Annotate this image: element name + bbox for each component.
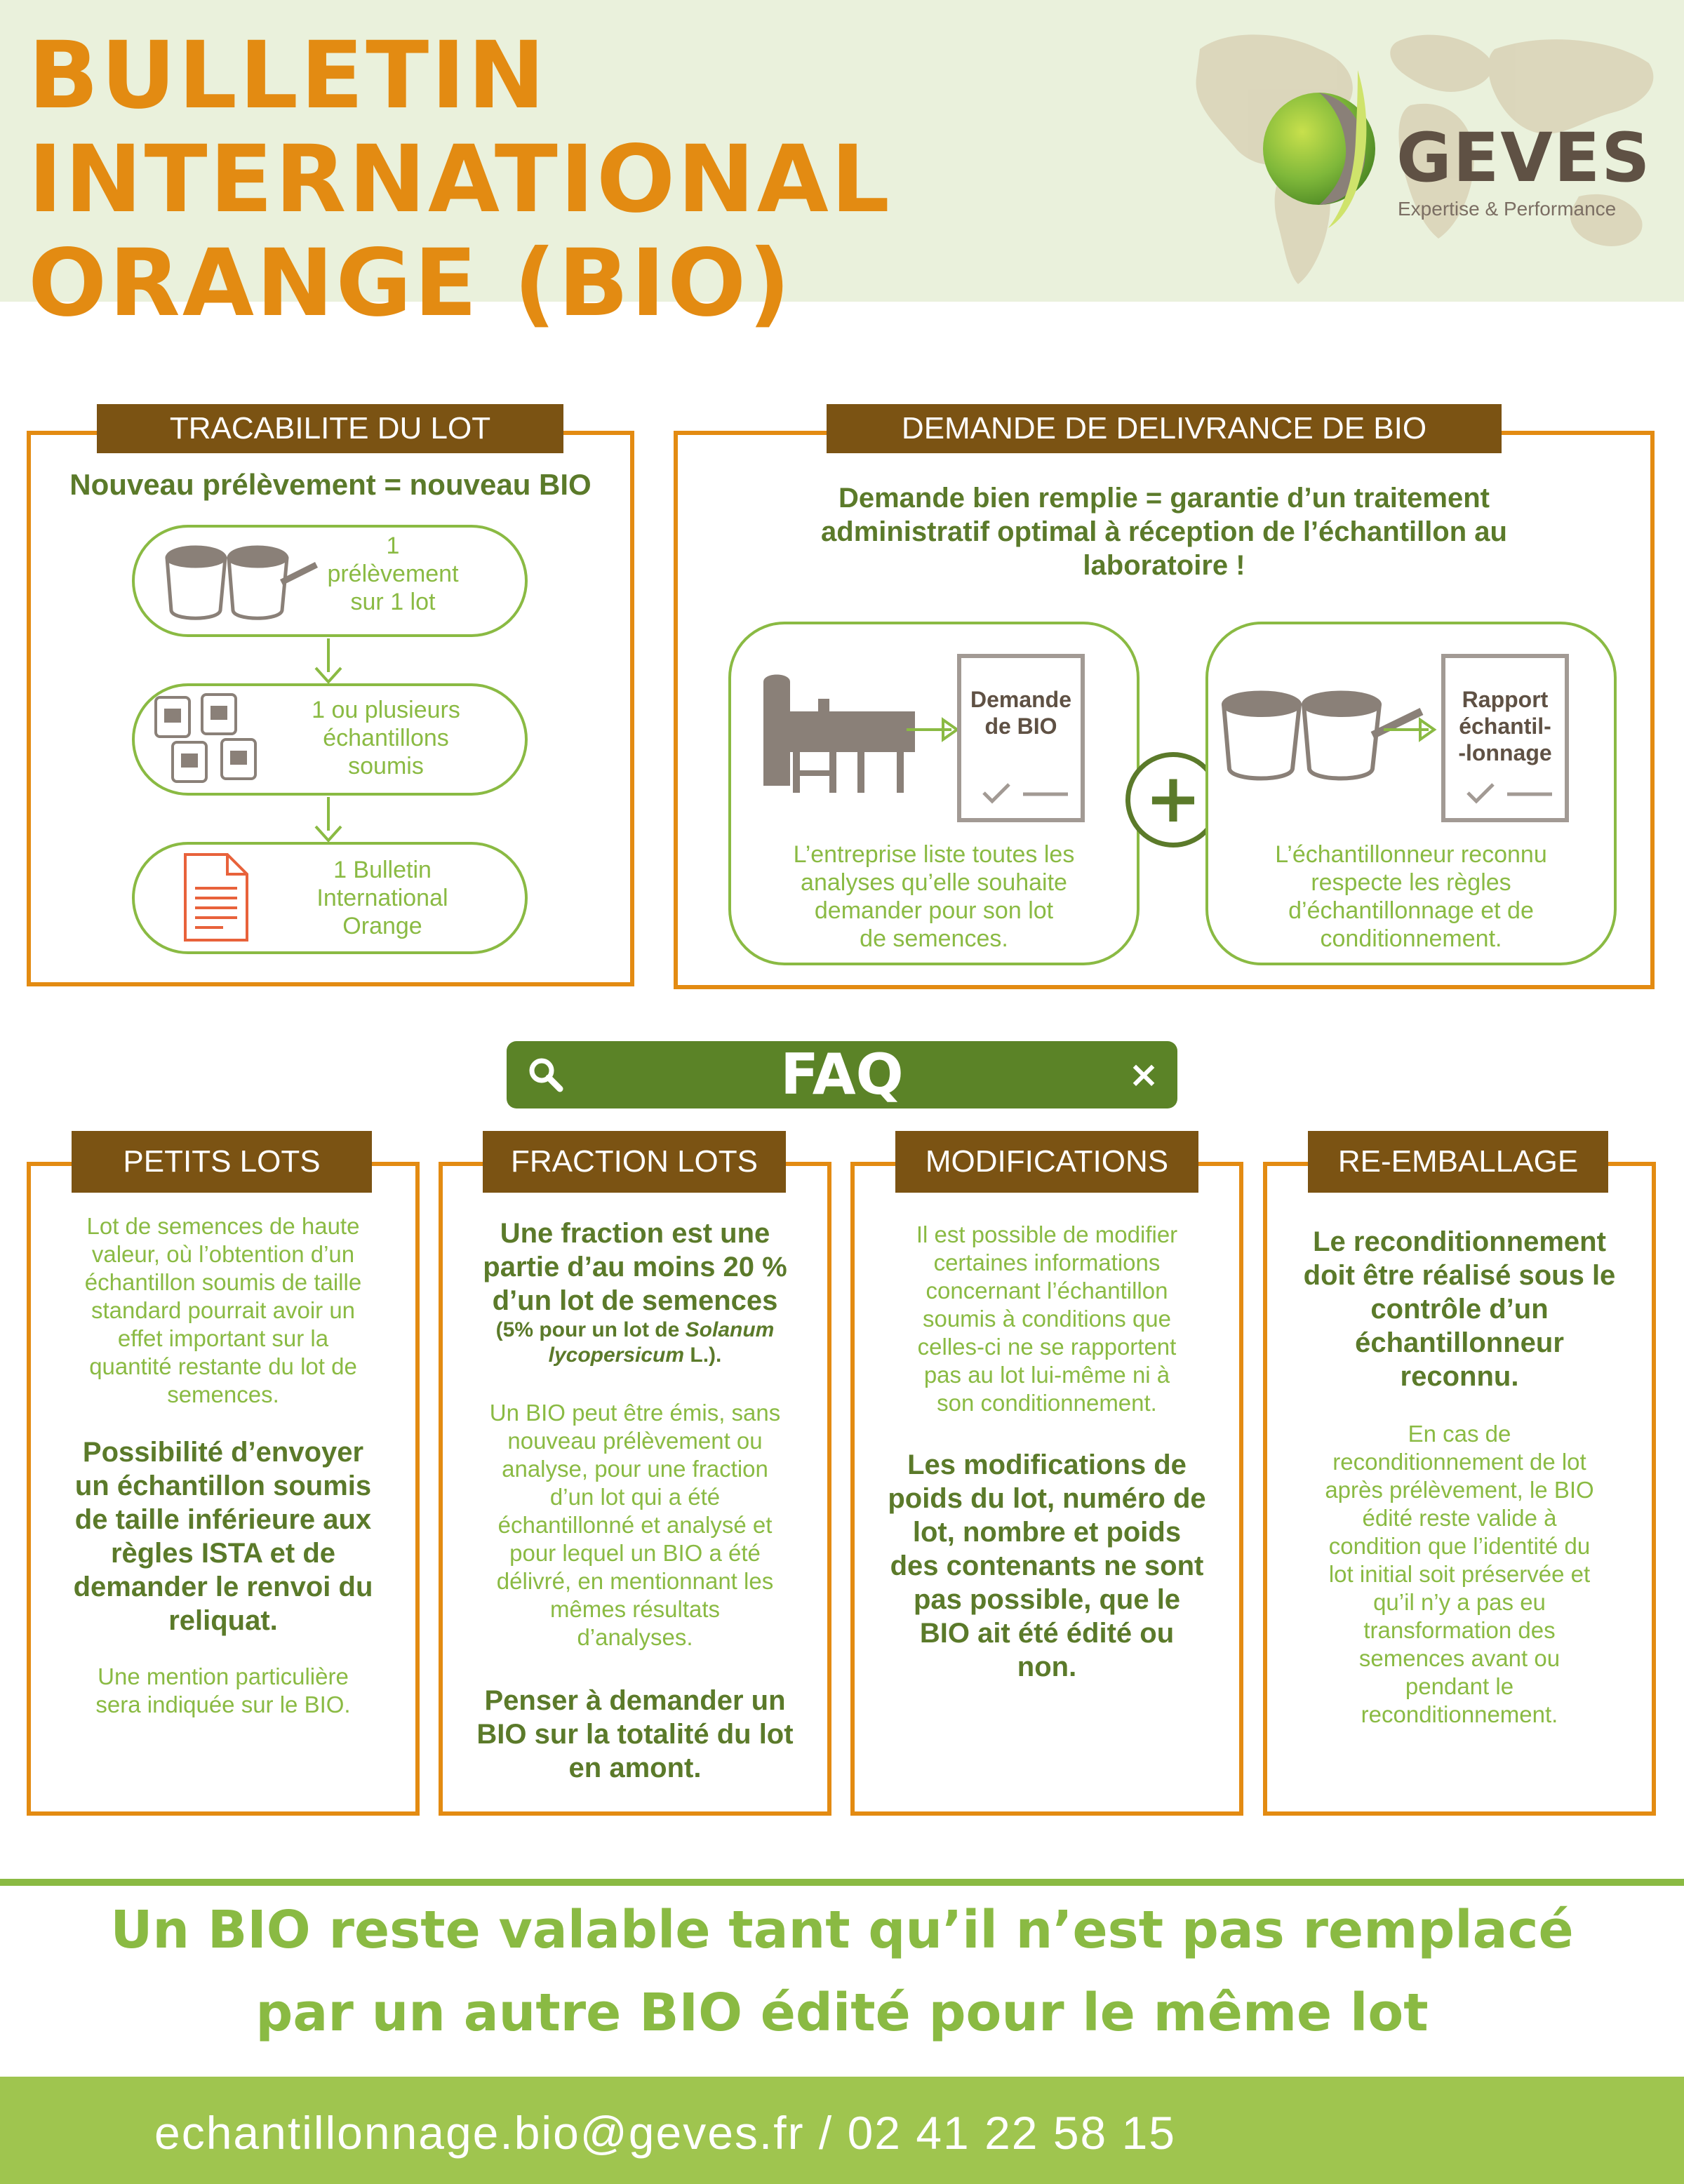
sampling-report-desc-line: L’échantillonneur reconnu — [1275, 841, 1547, 868]
text-line: BIO ait été édité ou — [919, 1618, 1175, 1649]
request-form-desc-line: demander pour son lot — [814, 897, 1054, 924]
text-line: semences avant ou — [1358, 1645, 1561, 1671]
request-form-desc-line: de semences. — [860, 925, 1008, 952]
text-line: règles ISTA et de — [110, 1538, 336, 1569]
tracabilite-tab: TRACABILITE DU LOT — [97, 404, 563, 453]
text-line: concernant l’échantillon — [925, 1278, 1168, 1304]
step-samples-line: 1 ou plusieurs — [312, 697, 460, 723]
step-sampling-line: 1 — [386, 532, 400, 559]
faq-label: FAQ — [780, 1042, 904, 1107]
text-line: certaines informations — [933, 1250, 1161, 1275]
text-line: lot, nombre et poids — [912, 1517, 1182, 1548]
tracabilite-headline: Nouveau prélèvement = nouveau BIO — [69, 468, 592, 501]
text-line: non. — [1017, 1652, 1077, 1682]
text-line: partie d’au moins 20 % — [483, 1252, 787, 1282]
fraction-lots-content — [447, 1217, 823, 1785]
text-line: qu’il n’y a pas eu — [1373, 1589, 1546, 1615]
demande-headline — [681, 481, 1648, 582]
request-form-title-line: de BIO — [984, 714, 1057, 739]
text-line: échantillon soumis de taille — [84, 1269, 362, 1295]
sampling-report-title — [1445, 686, 1565, 766]
validity-message-line: Un BIO reste valable tant qu’il n’est pas remplacé — [110, 1900, 1574, 1960]
logo-tagline: Expertise & Performance — [1398, 198, 1617, 220]
text-line: analyse, pour une fraction — [502, 1456, 768, 1482]
demande-headline-line: laboratoire ! — [1083, 550, 1245, 581]
text-line: celles-ci ne se rapportent — [917, 1334, 1177, 1360]
factory-icon — [759, 672, 921, 797]
text-line: soumis à conditions que — [922, 1306, 1172, 1332]
text-line: mêmes résultats — [549, 1596, 721, 1622]
text-line: demander le renvoi du — [73, 1572, 373, 1602]
demande-headline-line: Demande bien remplie = garantie d’un traitement — [838, 483, 1490, 514]
text-line: délivré, en mentionnant les — [496, 1568, 774, 1594]
text-line: des contenants ne sont — [890, 1550, 1204, 1581]
request-form-title-line: Demande — [970, 687, 1072, 712]
plus-icon: + — [1144, 759, 1202, 838]
text-line: Il est possible de modifier — [916, 1221, 1178, 1247]
text-line: standard pourrait avoir un — [91, 1297, 356, 1323]
re-emballage-content — [1271, 1225, 1648, 1729]
text-line: reconnu. — [1400, 1361, 1519, 1392]
demande-headline-line: administratif optimal à réception de l’échantillon au — [821, 516, 1507, 547]
text-line: d’un lot de semences — [492, 1285, 778, 1316]
step-samples-text — [274, 696, 498, 780]
text-line: son conditionnement. — [937, 1390, 1157, 1416]
text-line: échantillonneur — [1355, 1327, 1564, 1358]
petits-lots-note — [35, 1663, 411, 1719]
re-emballage-details — [1271, 1420, 1648, 1729]
sampling-report-desc — [1219, 840, 1603, 953]
close-icon[interactable]: × — [1128, 1054, 1159, 1096]
fraction-lots-advice — [447, 1684, 823, 1785]
request-form-document — [957, 654, 1085, 822]
text-line: Les modifications de — [907, 1449, 1187, 1480]
note-prefix: (5% pour un lot de — [495, 1318, 686, 1341]
text-line: d’analyses. — [577, 1624, 693, 1650]
sampling-report-desc-line: conditionnement. — [1320, 925, 1502, 952]
text-line: poids du lot, numéro de — [888, 1483, 1206, 1514]
text-line: valeur, où l’obtention d’un — [91, 1241, 355, 1267]
sampling-report-desc-line: respecte les règles — [1311, 869, 1511, 896]
text-line: effet important sur la — [117, 1325, 329, 1351]
request-form-desc-line: L’entreprise liste toutes les — [793, 841, 1075, 868]
text-line: semences. — [167, 1381, 279, 1407]
text-line: d’un lot qui a été — [549, 1484, 721, 1510]
checkmark-icon — [981, 779, 1072, 807]
fraction-lots-explanation — [447, 1399, 823, 1652]
text-line: transformation des — [1363, 1617, 1556, 1643]
note-suffix: L.). — [684, 1344, 722, 1367]
text-line: sera indiquée sur le BIO. — [95, 1691, 351, 1717]
arrow-right-icon — [1382, 716, 1440, 744]
title-line-1: BULLETIN — [28, 22, 547, 130]
petits-lots-highlight — [35, 1435, 411, 1637]
text-line: de taille inférieure aux — [74, 1504, 372, 1535]
request-form-desc — [742, 840, 1125, 953]
text-line: Une fraction est une — [500, 1218, 770, 1249]
page-title — [28, 24, 892, 335]
logo-wordmark: GEVES — [1396, 119, 1652, 197]
logo-sphere-icon — [1252, 63, 1400, 232]
text-line: après prélèvement, le BIO — [1325, 1477, 1594, 1503]
sampling-report-desc-line: d’échantillonnage et de — [1288, 897, 1534, 924]
fraction-lots-species-note — [447, 1318, 823, 1368]
species-genus: Solanum — [685, 1318, 775, 1341]
petits-lots-tab: PETITS LOTS — [72, 1131, 372, 1193]
text-line: contrôle d’un — [1370, 1294, 1549, 1325]
fraction-lots-definition — [447, 1217, 823, 1318]
text-line: Penser à demander un — [484, 1685, 786, 1716]
validity-message-line: par un autre BIO édité pour le même lot — [255, 1983, 1429, 2043]
step-bulletin-line: International — [316, 885, 448, 911]
modifications-intro — [859, 1221, 1235, 1417]
text-line: édité reste valide à — [1362, 1505, 1557, 1531]
text-line: Possibilité d’envoyer — [82, 1437, 364, 1468]
petits-lots-intro — [35, 1212, 411, 1409]
document-icon — [181, 852, 251, 943]
request-form-title — [961, 686, 1081, 739]
text-line: un échantillon soumis — [74, 1470, 372, 1501]
step-bulletin-line: 1 Bulletin — [333, 857, 432, 883]
sampling-report-title-line: -lonnage — [1458, 740, 1552, 765]
text-line: reconditionnement. — [1361, 1701, 1558, 1727]
petits-lots-content — [35, 1212, 411, 1719]
step-bulletin-line: Orange — [342, 913, 422, 939]
text-line: reliquat. — [168, 1605, 278, 1636]
contact-info[interactable]: echantillonnage.bio@geves.fr / 02 41 22 58 15 — [154, 2107, 1176, 2159]
text-line: en amont. — [568, 1753, 702, 1783]
divider-rule — [0, 1879, 1684, 1886]
sampling-report-document — [1441, 654, 1569, 822]
modifications-restrictions — [859, 1448, 1235, 1684]
text-line: pour lequel un BIO a été — [509, 1540, 761, 1566]
step-samples-line: échantillons — [323, 725, 449, 751]
text-line: Un BIO peut être émis, sans — [489, 1400, 781, 1426]
text-line: échantillonné et analysé et — [497, 1512, 773, 1538]
step-sampling-line: sur 1 lot — [350, 589, 436, 615]
text-line: quantité restante du lot de — [89, 1353, 357, 1379]
geves-logo — [1252, 63, 1659, 232]
validity-message — [0, 1889, 1684, 2054]
text-line: pendant le — [1405, 1673, 1514, 1699]
faq-search-bar[interactable] — [507, 1041, 1177, 1108]
text-line: doit être réalisé sous le — [1303, 1260, 1616, 1291]
text-line: lot initial soit préservée et — [1328, 1561, 1591, 1587]
text-line: Lot de semences de haute — [86, 1213, 360, 1239]
fraction-lots-tab: FRACTION LOTS — [483, 1131, 786, 1193]
arrow-right-icon — [905, 716, 963, 744]
sample-packets-icon — [152, 692, 264, 787]
text-line: En cas de — [1408, 1421, 1511, 1447]
text-line: Le reconditionnement — [1313, 1226, 1606, 1257]
text-line: Une mention particulière — [98, 1663, 349, 1689]
step-bulletin-text — [274, 856, 491, 940]
seed-bags-icon — [159, 533, 320, 624]
modifications-tab: MODIFICATIONS — [895, 1131, 1198, 1193]
text-line: nouveau prélèvement ou — [507, 1428, 763, 1454]
sampling-report-title-line: échantil- — [1459, 714, 1551, 739]
step-samples-line: soumis — [348, 753, 424, 779]
sampling-report-title-line: Rapport — [1462, 687, 1549, 712]
title-line-2: INTERNATIONAL — [28, 126, 892, 234]
checkmark-icon — [1465, 779, 1556, 807]
text-line: condition que l’identité du — [1328, 1533, 1591, 1559]
step-sampling-text — [323, 532, 463, 616]
demande-tab: DEMANDE DE DELIVRANCE DE BIO — [827, 404, 1502, 453]
modifications-content — [859, 1221, 1235, 1684]
request-form-desc-line: analyses qu’elle souhaite — [801, 869, 1067, 896]
step-sampling-line: prélèvement — [327, 561, 459, 587]
re-emballage-rule — [1271, 1225, 1648, 1393]
re-emballage-tab: RE-EMBALLAGE — [1308, 1131, 1608, 1193]
text-line: reconditionnement de lot — [1332, 1449, 1586, 1475]
title-line-3: ORANGE (BIO) — [28, 229, 793, 337]
text-line: pas au lot lui-même ni à — [923, 1362, 1170, 1388]
text-line: pas possible, que le — [913, 1584, 1181, 1615]
text-line: BIO sur la totalité du lot — [476, 1719, 794, 1750]
species-epithet: lycopersicum — [548, 1344, 685, 1367]
